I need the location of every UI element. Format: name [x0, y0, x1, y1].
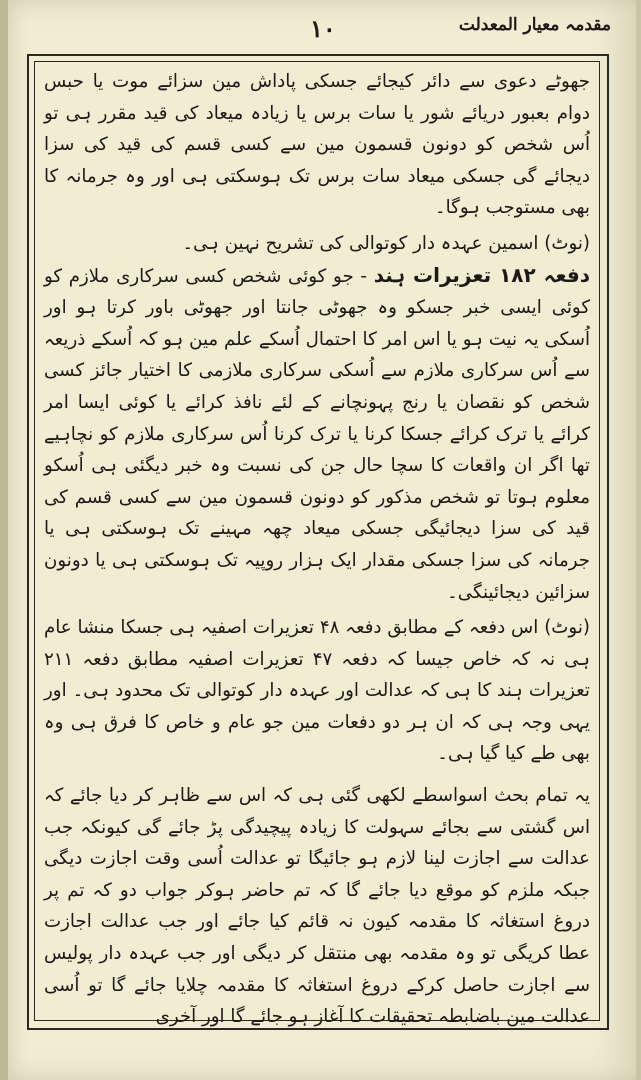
section-heading: دفعہ ۱۸۲ تعزیرات ہند — [373, 262, 590, 287]
note-paragraph-1: (نوٹ) اسمین عہدہ دار کوتوالی کی تشریح نہین ہی۔ — [182, 232, 590, 254]
running-title: مقدمہ معیار المعدلت — [458, 15, 611, 35]
page-header — [20, 8, 619, 48]
paragraph-opening: جھوٹے دعوی سے دائر کیجائے جسکی پاداش مین سزائے موت یا حبس دوام بعبور دریائے شور یا سات برس یا زیادہ میعاد کی قید مقرر ہی تو اُس شخص کو دونون قسمون مین سے کسی قسم کی قید کی سزا دیجائے گی جسکی میعاد سات برس تک ہوسکتی ہی اور وہ جرمانہ کا بھی مستوجب ہوگا۔ — [44, 71, 590, 219]
note-paragraph-2: (نوٹ) اس دفعہ کے مطابق دفعہ ۴۸ تعزیرات اصفیہ ہی جسکا منشا عام ہی نہ کہ خاص جیسا کہ دفعہ ۴۷ تعزیرات اصفیہ مطابق دفعہ ۲۱۱ تعزیرات ہند کا ہی کہ عدالت اور عہدہ دار کوتوالی تک محدود ہی۔ اور یہی وجہ ہی کہ ان ہر دو دفعات مین جو عام و خاص کا فرق ہی وہ بھی طے کیا گیا ہی۔ — [44, 617, 590, 765]
page-fold-shadow — [0, 0, 8, 1080]
section-text: جو کوئی شخص کسی سرکاری ملازم کو کوئی ایسی خبر جسکو وہ جھوٹی جانتا اور جھوٹی باور کرتا ہو اور اُسکی یہ نیت ہو یا اس امر کا احتمال اُسکے علم مین ہو کہ اُسکے ذریعہ سے اُس سرکاری ملازم سے اُسکی سرکاری ملازمی کا اختیار جائز کسی شخص کو نقصان یا رنج پہونچانے کے لئے نافذ کرائے یا کوئی ایسا امر کرائے یا ترک کرائے جسکا کرنا یا ترک کرنا اُس سرکاری ملازم کو نچاہیے تھا اگر ان واقعات کا سچا حال جن کی نسبت وہ خبر دیگئی ہی اُسکو معلوم ہوتا تو شخص مذکور کو دونون قسمون مین سے کسی قسم کی قید کی سزا دیجائیگی جسکی میعاد چھہ مہینے تک ہوسکتی ہی یا جرمانہ کی سزا جسکی مقدار ایک ہزار روپیہ تک ہوسکتی ہی یا دونون سزائین دیجائینگی۔ — [44, 265, 590, 603]
paragraph-discussion: یہ تمام بحث اسواسطے لکھی گئی ہی کہ اس سے ظاہر کر دیا جائے کہ اس گشتی سے بجائے سہولت کا زیادہ پیچیدگی پڑ جائے گی کیونکہ جب عدالت سے اجازت لینا لازم ہو جائیگا تو عدالت اُسی وقت اجازت دیگی جبکہ ملزم کو موقع دیا جائے گا کہ تم حاضر ہوکر جواب دو کہ تم پر دروغ استغاثہ کا مقدمہ کیون نہ قائم کیا جائے اور جب عدالت اجازت عطا کریگی تو وہ مقدمہ بھی منتقل کر دیگی اور جب عہدہ دار پولیس سے اجازت حاصل کرکے دروغ استغاثہ کا مقدمہ چلایا جائے گا تو اُسی عدالت مین باضابطہ تحقیقات کا آغاز ہو جائے گا اور آخری — [44, 785, 590, 1028]
section-paragraph: دفعہ ۱۸۲ تعزیرات ہند - جو کوئی شخص کسی سرکاری ملازم کو کوئی ایسی خبر جسکو وہ جھوٹی جانتا اور جھوٹی باور کرتا ہو اور اُسکی یہ نیت ہو یا اس امر کا احتمال اُسکے علم مین ہو کہ اُسکے ذریعہ سے اُس سرکاری ملازم سے اُسکی سرکاری ملازمی کا اختیار جائز کسی شخص کو نقصان یا رنج پہونچانے کے لئے نافذ کرائے یا کوئی ایسا امر کرائے یا ترک کرائے جسکا کرنا یا ترک کرنا اُس سرکاری ملازم کو نچاہیے تھا اگر ان واقعات کا سچا حال جن کی نسبت وہ خبر دیگئی ہی اُسکو معلوم ہوتا تو شخص مذکور کو دونون قسمون مین سے کسی قسم کی قید کی سزا دیجائیگی جسکی میعاد چھہ مہینے تک ہوسکتی ہی یا جرمانہ کی سزا جسکی مقدار ایک ہزار روپیہ تک ہوسکتی ہی یا دونون سزائین دیجائینگی۔ — [44, 262, 590, 603]
page-number: ۱۰ — [310, 14, 336, 43]
page-body — [44, 66, 590, 1028]
